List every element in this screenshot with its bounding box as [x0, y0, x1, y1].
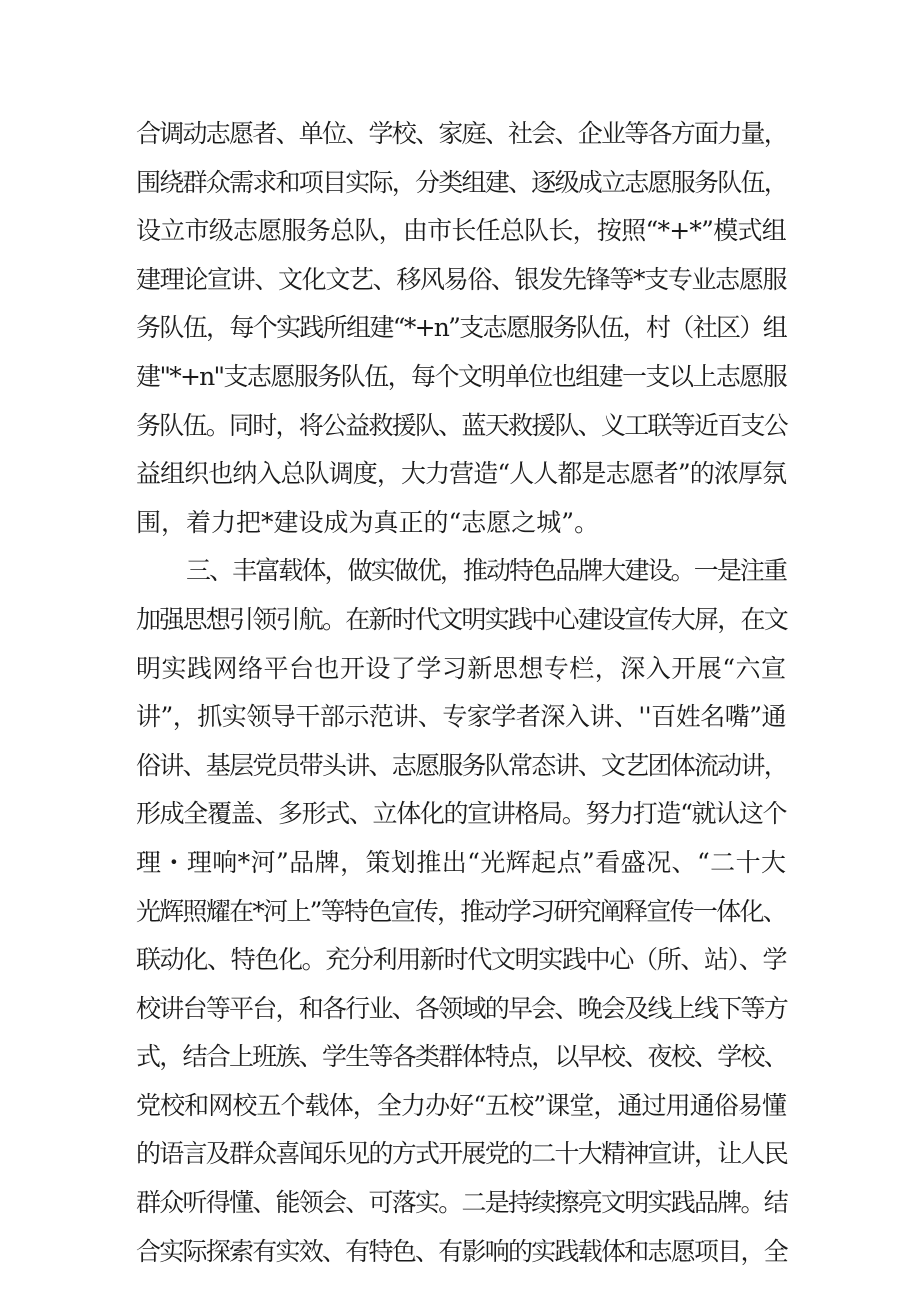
document-body: [136, 110, 786, 1276]
text-line: 理・理响*河”品牌，策划推出“光辉起点”看盛况、“二十大: [136, 847, 786, 877]
text-line: 务队伍。同时，将公益救援队、蓝天救援队、义工联等近百支公: [136, 410, 788, 440]
text-line: 合实际探索有实效、有特色、有影响的实践载体和志愿项目，全: [136, 1236, 788, 1266]
text-line: 设立市级志愿服务总队，由市长任总队长，按照“*+*”模式组: [136, 216, 786, 246]
text-line: 形成全覆盖、多形式、立体化的宣讲格局。努力打造“就认这个: [136, 799, 786, 829]
text-line: 联动化、特色化。充分利用新时代文明实践中心（所、站）、学: [136, 945, 786, 975]
text-line: 合调动志愿者、单位、学校、家庭、社会、企业等各方面力量，: [136, 119, 788, 148]
text-line: 围绕群众需求和项目实际，分类组建、逐级成立志愿服务队伍，: [136, 167, 788, 197]
text-line: 式，结合上班族、学生等各类群体特点，以早校、夜校、学校、: [136, 1042, 788, 1072]
text-line: 的语言及群众喜闻乐见的方式开展党的二十大精神宣讲，让人民: [136, 1139, 788, 1169]
text-line: 群众听得懂、能领会、可落实。二是持续擦亮文明实践品牌。结: [136, 1188, 788, 1218]
text-line: 益组织也纳入总队调度，大力营造“人人都是志愿者”的浓厚氛: [136, 459, 786, 489]
text-line: 党校和网校五个载体，全力办好“五校”课堂，通过用通俗易懂: [136, 1090, 786, 1120]
text-line: 建"*+n"支志愿服务队伍，每个文明单位也组建一支以上志愿服: [136, 361, 786, 391]
paragraph-end-line: 围，着力把*建设成为真正的“志愿之城”。: [136, 507, 600, 537]
text-line: 明实践网络平台也开设了学习新思想专栏，深入开展“六宣: [136, 653, 786, 683]
text-line: 加强思想引领引航。在新时代文明实践中心建设宣传大屏，在文: [136, 604, 788, 634]
text-line: 讲”，抓实领导干部示范讲、专家学者深入讲、''百姓名嘴”通: [136, 702, 786, 732]
text-line: 建理论宣讲、文化文艺、移风易俗、银发先锋等*支专业志愿服: [136, 264, 786, 294]
text-line: 务队伍，每个实践所组建“*+n”支志愿服务队伍，村（社区）组: [136, 313, 786, 343]
text-line: 光辉照耀在*河上”等特色宣传，推动学习研究阐释宣传一体化、: [136, 896, 786, 926]
text-line: 校讲台等平台，和各行业、各领域的早会、晚会及线上线下等方: [136, 993, 788, 1023]
paragraph-start-line: 三、丰富载体，做实做优，推动特色品牌大建设。一是注重: [186, 556, 786, 586]
text-line: 俗讲、基层党员带头讲、志愿服务队常态讲、文艺团体流动讲，: [136, 750, 788, 780]
